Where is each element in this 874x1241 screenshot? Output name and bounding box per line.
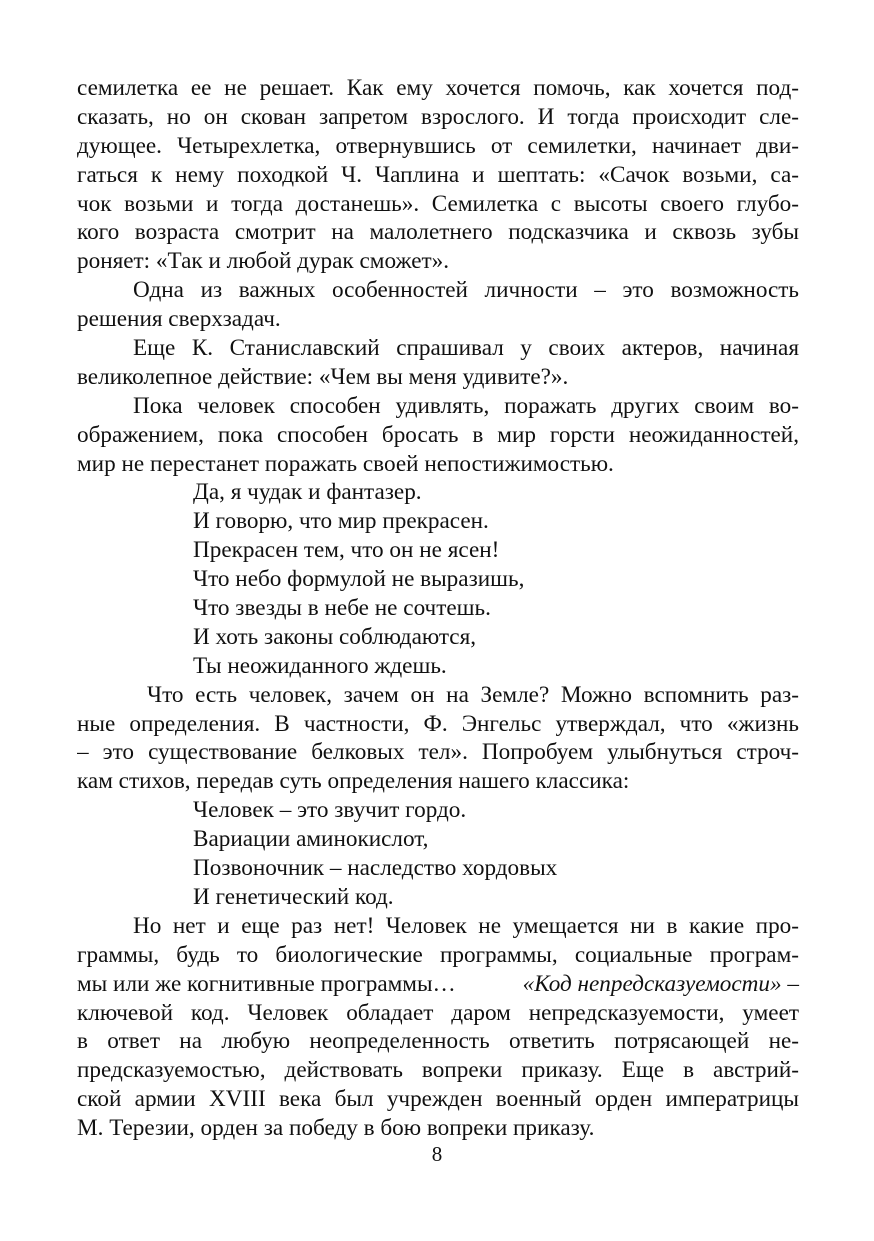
verse-line: Прекрасен тем, что он не ясен! bbox=[193, 537, 500, 564]
text-line-mixed bbox=[77, 970, 799, 999]
text-line: сказать, но он скован запретом взрослого. И тогда происходит сле- bbox=[77, 103, 799, 130]
text-line: Пока человек способен удивлять, поражать других своим во- bbox=[133, 392, 799, 419]
text-line: кого возраста смотрит на малолетнего подсказчика и сквозь зубы bbox=[77, 219, 799, 246]
text-line: граммы, будь то биологические программы, социальные програм- bbox=[77, 941, 799, 968]
text-line: М. Терезии, орден за победу в бою вопреки приказу. bbox=[77, 1115, 595, 1142]
verse-line: Что звезды в небе не сочтешь. bbox=[193, 595, 491, 622]
text-line: семилетка ее не решает. Как ему хочется помочь, как хочется под- bbox=[77, 75, 799, 101]
verse-line: Позвоночник – наследство хордовых bbox=[193, 855, 558, 882]
verse-line: Ты неожиданного ждешь. bbox=[193, 652, 447, 679]
verse-line: Вариации аминокислот, bbox=[193, 826, 429, 853]
page-number: 8 bbox=[431, 1142, 443, 1166]
text-line: роняет: «Так и любой дурак сможет». bbox=[77, 248, 450, 275]
text-line: гаться к нему походкой Ч. Чаплина и шептать: «Сачок возьми, са- bbox=[77, 161, 799, 188]
text-line: Но нет и еще раз нет! Человек не умещается ни в какие про- bbox=[133, 912, 799, 939]
verse-line: Да, я чудак и фантазер. bbox=[193, 479, 422, 506]
text-line: ключевой код. Человек обладает даром непредсказуемости, умеет bbox=[77, 999, 799, 1026]
text-line: чок возьми и тогда достанешь». Семилетка с высоты своего глубо- bbox=[77, 190, 799, 217]
text-line: – это существование белковых тел». Попробуем улыбнуться строч- bbox=[77, 739, 799, 766]
verse-line: Человек – это звучит гордо. bbox=[193, 797, 467, 824]
text-line: предсказуемостью, действовать вопреки приказу. Еще в австрий- bbox=[77, 1057, 799, 1084]
text-line: Еще К. Станиславский спрашивал у своих актеров, начиная bbox=[133, 335, 799, 362]
document-page bbox=[77, 74, 799, 1143]
verse-line: И говорю, что мир прекрасен. bbox=[193, 508, 489, 535]
text-line: решения сверхзадач. bbox=[77, 306, 281, 333]
text-line: мир не перестанет поражать своей непостижимостью. bbox=[77, 450, 614, 477]
verse-line: Что небо формулой не выразишь, bbox=[193, 566, 525, 593]
text-line: ные определения. В частности, Ф. Энгельс утверждал, что «жизнь bbox=[77, 710, 799, 737]
verse-line: И хоть законы соблюдаются, bbox=[193, 623, 477, 650]
text-line: великолепное действие: «Чем вы меня удивите?». bbox=[77, 363, 569, 390]
text-line: Одна из важных особенностей личности – это возможность bbox=[133, 277, 799, 304]
verse-line: И генетический код. bbox=[193, 883, 394, 910]
text-segment: мы или же когнитивные программы… bbox=[77, 970, 456, 997]
text-line: в ответ на любую неопределенность ответить потрясающей не- bbox=[77, 1028, 799, 1055]
italic-phrase: «Код непредсказуемости» – bbox=[522, 970, 799, 997]
text-line: Что есть человек, зачем он на Земле? Можно вспомнить раз- bbox=[147, 681, 799, 708]
text-line: кам стихов, передав суть определения нашего классика: bbox=[77, 768, 630, 795]
text-line: ской армии XVIII века был учрежден военный орден императрицы bbox=[77, 1086, 799, 1113]
text-line: ображением, пока способен бросать в мир горсти неожиданностей, bbox=[77, 421, 799, 448]
text-line: дующее. Четырехлетка, отвернувшись от семилетки, начинает дви- bbox=[77, 132, 799, 159]
